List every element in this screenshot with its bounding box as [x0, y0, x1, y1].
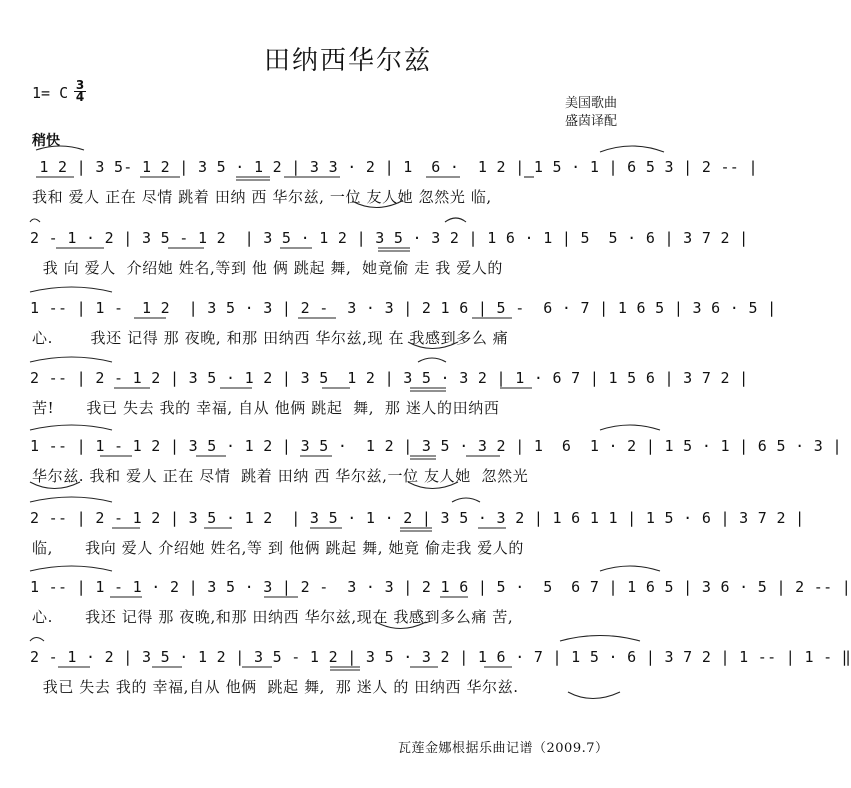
- notation-line: 2 -- | 2 - 1 2 | 3 5 · 1 2 | 3 5 · 1 · 2 | 3 5 · 3 2 | 1 6 1 1 | 1 5 · 6 | 3 7 2 |: [30, 509, 805, 527]
- tie-arc: [30, 497, 112, 502]
- notation-line: 2 - 1 · 2 | 3 5 - 1 2 | 3 5 · 1 2 | 3 5 · 3 2 | 1 6 · 1 | 5 5 · 6 | 3 7 2 |: [30, 229, 749, 247]
- notation-line: 1 -- | 1 - 1 2 | 3 5 · 3 | 2 - 3 · 3 | 2 1 6 | 5 - 6 · 7 | 1 6 5 | 3 6 · 5 |: [30, 299, 777, 317]
- lyric-line: 我已 失去 我的 幸福,自从 他俩 跳起 舞, 那 迷人 的 田纳西 华尔兹.: [32, 678, 519, 696]
- tempo-marking: 稍快: [32, 133, 60, 149]
- tie-arc: [30, 425, 112, 430]
- lyric-line: 心. 我还 记得 那 夜晚, 和那 田纳西 华尔兹,现 在 我感到多么 痛: [32, 329, 509, 347]
- tie-arc: [30, 357, 112, 362]
- tie-arc: [452, 498, 480, 502]
- tie-arc: [600, 146, 664, 152]
- tie-arc: [30, 638, 44, 642]
- transcription-credit: 瓦莲金娜根据乐曲记谱（2009.7）: [398, 741, 609, 756]
- notation-line: 2 - 1 · 2 | 3 5 · 1 2 | 3 5 - 1 2 | 3 5 · 3 2 | 1 6 · 7 | 1 5 · 6 | 3 7 2 | 1 -- | 1 - ‖: [30, 648, 851, 666]
- meter-top: 3: [75, 78, 85, 92]
- lyric-line: 苦! 我已 失去 我的 幸福, 自从 他俩 跳起 舞, 那 迷人的田纳西: [32, 399, 500, 417]
- lyric-line: 临, 我向 爱人 介绍她 姓名,等 到 他俩 跳起 舞, 她竟 偷走我 爱人的: [32, 539, 524, 557]
- tie-arc: [600, 566, 660, 571]
- lyric-line: 我 向 爱人 介绍她 姓名,等到 他 俩 跳起 舞, 她竟偷 走 我 爱人的: [32, 259, 504, 277]
- notation-line: 2 -- | 2 - 1 2 | 3 5 · 1 2 | 3 5 1 2 | 3 5 · 3 2 | 1 · 6 7 | 1 5 6 | 3 7 2 |: [30, 369, 749, 387]
- tie-arc: [445, 218, 466, 222]
- notation-line: 1 -- | 1 - 1 · 2 | 3 5 · 3 | 2 - 3 · 3 | 2 1 6 | 5 · 5 6 7 | 1 6 5 | 3 6 · 5 | 2 -- |: [30, 578, 851, 596]
- tie-arc: [418, 358, 446, 362]
- notation-line: 1 2 | 3 5- 1 2 | 3 5 · 1 2 | 3 3 · 2 | 1 6 · 1 2 | 1 5 · 1 | 6 5 3 | 2 -- |: [30, 158, 758, 176]
- notation-line: 1 -- | 1 - 1 2 | 3 5 · 1 2 | 3 5 · 1 2 | 3 5 · 3 2 | 1 6 1 · 2 | 1 5 · 1 | 6 5 · 3 |: [30, 437, 842, 455]
- lyric-line: 心. 我还 记得 那 夜晚,和那 田纳西 华尔兹,现在 我感到多么痛 苦,: [32, 608, 514, 626]
- key-signature: 1= C: [32, 84, 69, 102]
- lyric-line: 华尔兹. 我和 爱人 正在 尽情 跳着 田纳 西 华尔兹,一位 友人她 忽然光: [32, 467, 529, 485]
- tie-arc: [600, 425, 660, 430]
- meter-bottom: 4: [75, 90, 85, 104]
- tie-arc: [560, 636, 640, 642]
- lyric-line: 我和 爱人 正在 尽情 跳着 田纳 西 华尔兹, 一位 友人她 忽然光 临,: [32, 188, 492, 206]
- tie-arc: [30, 566, 112, 571]
- song-origin: 美国歌曲: [565, 96, 618, 111]
- arranger-credit: 盛茵译配: [565, 114, 618, 129]
- tie-arc: [30, 287, 112, 292]
- song-title: 田纳西华尔兹: [263, 46, 432, 76]
- tie-arc: [30, 219, 40, 222]
- time-signature: [74, 80, 86, 103]
